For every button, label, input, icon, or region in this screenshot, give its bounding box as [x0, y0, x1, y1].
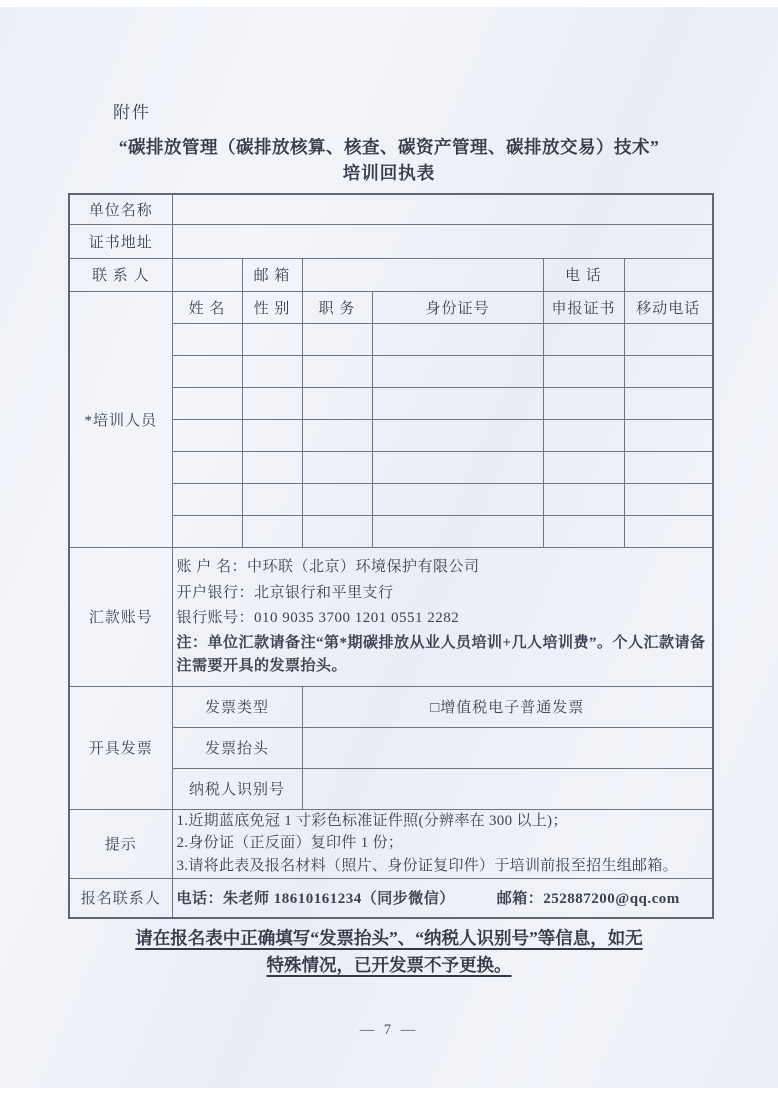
trainee-cell: [624, 387, 713, 419]
training-form-table: [68, 193, 714, 919]
document-title-line2: 培训回执表: [342, 163, 436, 183]
trainee-cell: [372, 355, 543, 387]
trainee-cell: [242, 323, 302, 355]
trainee-cell: [624, 323, 713, 355]
cert-address-label: 证书地址: [69, 224, 172, 258]
invoice-type-label: 发票类型: [172, 686, 302, 727]
trainee-cell: [172, 387, 242, 419]
trainee-cell: [372, 323, 543, 355]
row-cert-address: [69, 224, 713, 258]
tips-label: 提示: [69, 809, 172, 878]
trainee-cell: [624, 451, 713, 483]
trainee-cell: [372, 483, 543, 515]
trainee-cell: [302, 451, 372, 483]
trainee-cell: [242, 451, 302, 483]
trainee-cell: [172, 515, 242, 547]
taxpayer-id-value-cell: [302, 768, 713, 809]
remittance-label: 汇款账号: [69, 547, 172, 686]
trainee-cell: [242, 419, 302, 451]
contact-phone-value-cell: [624, 258, 713, 291]
trainee-cell: [543, 419, 624, 451]
trainee-cell: [543, 387, 624, 419]
trainee-cell: [624, 515, 713, 547]
contact-label: 联 系 人: [69, 258, 172, 291]
trainee-col-certificate: 申报证书: [543, 291, 624, 323]
row-tips: [69, 809, 713, 878]
tips-content: [172, 809, 713, 878]
registration-contact-label: 报名联系人: [69, 878, 172, 918]
row-remittance: [69, 547, 713, 686]
document-title: [0, 134, 778, 186]
trainee-cell: [372, 515, 543, 547]
trainee-cell: [543, 515, 624, 547]
row-contact: [69, 258, 713, 291]
tip-line-2: 2.身份证（正反面）复印件 1 份；: [176, 835, 404, 852]
invoice-label: 开具发票: [69, 686, 172, 809]
trainee-cell: [302, 355, 372, 387]
invoice-title-label: 发票抬头: [172, 727, 302, 768]
remittance-note: 注：单位汇款请备注“第*期碳排放从业人员培训+几人培训费”。个人汇款请备注需要开具的发票抬头。: [176, 634, 706, 674]
trainee-cell: [543, 483, 624, 515]
contact-email-value-cell: [302, 258, 543, 291]
registration-contact-details: [172, 878, 713, 918]
trainee-cell: [624, 483, 713, 515]
trainee-cell: [302, 419, 372, 451]
trainee-cell: [242, 387, 302, 419]
trainee-cell: [242, 355, 302, 387]
tip-line-3: 3.请将此表及报名材料（照片、身份证复印件）于培训前报至招生组邮箱。: [176, 857, 678, 874]
trainee-cell: [172, 483, 242, 515]
document-title-line1: “碳排放管理（碳排放核算、核查、碳资产管理、碳排放交易）技术”: [118, 137, 660, 157]
remittance-account-number: 银行账号：010 9035 3700 1201 0551 2282: [176, 610, 460, 627]
trainee-cell: [172, 323, 242, 355]
trainee-cell: [543, 451, 624, 483]
trainee-cell: [543, 323, 624, 355]
trainees-label: *培训人员: [69, 291, 172, 547]
contact-email-label: 邮 箱: [242, 258, 302, 291]
row-registration-contact: [69, 878, 713, 918]
trainee-cell: [543, 355, 624, 387]
unit-name-value-cell: [172, 194, 713, 224]
row-unit-name: [69, 194, 713, 224]
trainee-cell: [624, 355, 713, 387]
trainee-col-name: 姓 名: [172, 291, 242, 323]
trainee-col-mobile: 移动电话: [624, 291, 713, 323]
trainee-cell: [372, 387, 543, 419]
registration-contact-email: 邮箱：252887200@qq.com: [496, 891, 680, 908]
trainee-cell: [242, 515, 302, 547]
invoice-title-value-cell: [302, 727, 713, 768]
attachment-label: 附件: [113, 103, 151, 122]
trainee-cell: [624, 419, 713, 451]
invoice-warning-note: [0, 925, 778, 979]
trainee-col-gender: 性 别: [242, 291, 302, 323]
taxpayer-id-label: 纳税人识别号: [172, 768, 302, 809]
trainee-cell: [302, 515, 372, 547]
page-number: — 7 —: [359, 1022, 419, 1038]
row-invoice-type: [69, 686, 713, 727]
contact-phone-label: 电 话: [543, 258, 624, 291]
trainee-cell: [372, 419, 543, 451]
trainee-cell: [372, 451, 543, 483]
contact-value-cell: [172, 258, 242, 291]
trainee-col-id-number: 身份证号: [372, 291, 543, 323]
invoice-type-checkbox-option: □增值税电子普通发票: [302, 686, 713, 727]
tip-line-1: 1.近期蓝底免冠 1 寸彩色标准证件照(分辨率在 300 以上)；: [176, 812, 568, 829]
remittance-bank: 开户银行：北京银行和平里支行: [176, 584, 394, 601]
cert-address-value-cell: [172, 224, 713, 258]
trainee-cell: [172, 451, 242, 483]
invoice-warning-line2: 特殊情况，已开发票不予更换。: [266, 955, 512, 975]
remittance-account-name: 账 户 名：中环联（北京）环境保护有限公司: [176, 559, 480, 576]
trainee-cell: [172, 419, 242, 451]
trainee-cell: [302, 323, 372, 355]
trainee-cell: [172, 355, 242, 387]
trainee-cell: [302, 483, 372, 515]
invoice-warning-line1: 请在报名表中正确填写“发票抬头”、“纳税人识别号”等信息，如无: [135, 928, 643, 948]
unit-name-label: 单位名称: [69, 194, 172, 224]
registration-contact-phone: 电话：朱老师 18610161234（同步微信）: [176, 891, 455, 908]
trainee-cell: [302, 387, 372, 419]
trainee-col-position: 职 务: [302, 291, 372, 323]
remittance-details: [172, 547, 713, 686]
trainee-cell: [242, 483, 302, 515]
row-trainee-header: [69, 291, 713, 323]
